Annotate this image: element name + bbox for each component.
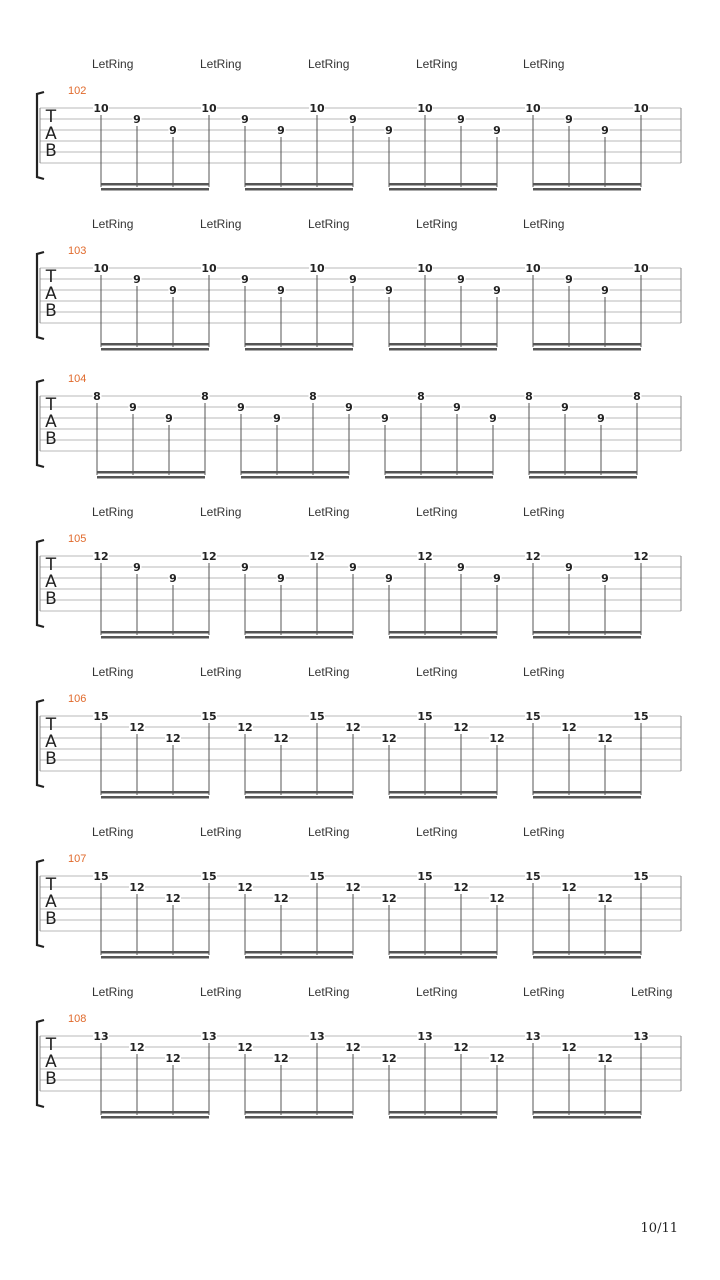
letring-label: LetRing: [200, 505, 242, 519]
measure-number: 103: [68, 245, 87, 257]
tab-clef-letter: T: [45, 715, 57, 735]
tab-clef-letter: B: [45, 429, 57, 449]
fret-number: 10: [417, 262, 433, 275]
fret-number: 12: [93, 550, 109, 563]
fret-number: 13: [525, 1030, 541, 1043]
beam: [245, 343, 353, 346]
fret-number: 15: [201, 870, 217, 883]
tab-system-105: [37, 505, 681, 639]
fret-number: 12: [453, 721, 469, 734]
tab-clef-letter: B: [45, 1069, 57, 1089]
fret-number: 8: [309, 390, 317, 403]
fret-number: 12: [129, 881, 145, 894]
tab-system-102: [37, 57, 681, 191]
beam: [101, 951, 209, 954]
letring-label: LetRing: [200, 985, 242, 999]
fret-number: 13: [633, 1030, 649, 1043]
letring-label: LetRing: [308, 825, 350, 839]
letring-label: LetRing: [416, 57, 458, 71]
beam: [101, 796, 209, 799]
fret-number: 12: [165, 892, 181, 905]
letring-label: LetRing: [416, 665, 458, 679]
measure-number: 104: [68, 373, 87, 385]
fret-number: 8: [201, 390, 209, 403]
tab-clef-letter: A: [45, 732, 57, 752]
beam: [533, 348, 641, 351]
tab-clef-letter: T: [45, 555, 57, 575]
fret-number: 10: [633, 102, 649, 115]
tab-clef-letter: B: [45, 301, 57, 321]
tab-clef-letter: A: [45, 572, 57, 592]
fret-number: 15: [525, 710, 541, 723]
fret-number: 9: [493, 284, 501, 297]
beam: [245, 348, 353, 351]
fret-number: 9: [349, 561, 357, 574]
fret-number: 12: [561, 1041, 577, 1054]
tab-clef-letter: T: [45, 107, 57, 127]
fret-number: 9: [493, 572, 501, 585]
letring-label: LetRing: [92, 665, 134, 679]
beam: [389, 183, 497, 186]
beam: [385, 471, 493, 474]
fret-number: 13: [93, 1030, 109, 1043]
fret-number: 8: [417, 390, 425, 403]
letring-label: LetRing: [92, 57, 134, 71]
fret-number: 12: [561, 721, 577, 734]
fret-number: 12: [345, 721, 361, 734]
beam: [533, 183, 641, 186]
letring-label: LetRing: [523, 985, 565, 999]
fret-number: 15: [417, 710, 433, 723]
letring-label: LetRing: [308, 665, 350, 679]
fret-number: 12: [381, 892, 397, 905]
fret-number: 13: [417, 1030, 433, 1043]
fret-number: 9: [565, 273, 573, 286]
fret-number: 12: [201, 550, 217, 563]
beam: [101, 1116, 209, 1119]
fret-number: 9: [169, 572, 177, 585]
fret-number: 12: [165, 1052, 181, 1065]
fret-number: 12: [273, 732, 289, 745]
fret-number: 9: [133, 273, 141, 286]
fret-number: 9: [237, 401, 245, 414]
tab-system-104: [37, 373, 681, 479]
fret-number: 12: [633, 550, 649, 563]
fret-number: 15: [93, 870, 109, 883]
fret-number: 9: [597, 412, 605, 425]
fret-number: 10: [93, 262, 109, 275]
fret-number: 10: [633, 262, 649, 275]
beam: [533, 636, 641, 639]
letring-label: LetRing: [92, 505, 134, 519]
beam: [245, 951, 353, 954]
fret-number: 9: [457, 113, 465, 126]
fret-number: 9: [601, 284, 609, 297]
beam: [101, 183, 209, 186]
fret-number: 9: [277, 124, 285, 137]
beam: [385, 476, 493, 479]
page-number: 10/11: [640, 1221, 678, 1236]
measure-number: 106: [68, 693, 87, 705]
fret-number: 9: [381, 412, 389, 425]
beam: [533, 791, 641, 794]
beam: [241, 476, 349, 479]
fret-number: 10: [93, 102, 109, 115]
fret-number: 10: [417, 102, 433, 115]
fret-number: 9: [489, 412, 497, 425]
beam: [245, 636, 353, 639]
measure-number: 102: [68, 85, 87, 97]
beam: [97, 471, 205, 474]
tab-system-106: [37, 665, 681, 799]
fret-number: 9: [565, 113, 573, 126]
beam: [389, 791, 497, 794]
tab-clef-letter: B: [45, 141, 57, 161]
fret-number: 13: [201, 1030, 217, 1043]
fret-number: 12: [345, 1041, 361, 1054]
beam: [245, 1116, 353, 1119]
fret-number: 12: [237, 1041, 253, 1054]
beam: [389, 1116, 497, 1119]
beam: [389, 188, 497, 191]
letring-label: LetRing: [416, 825, 458, 839]
tab-system-107: [37, 825, 681, 959]
letring-label: LetRing: [416, 985, 458, 999]
fret-number: 12: [417, 550, 433, 563]
fret-number: 12: [129, 721, 145, 734]
fret-number: 9: [493, 124, 501, 137]
tab-clef-letter: A: [45, 412, 57, 432]
fret-number: 10: [309, 262, 325, 275]
fret-number: 12: [489, 892, 505, 905]
beam: [389, 343, 497, 346]
letring-label: LetRing: [308, 505, 350, 519]
fret-number: 12: [345, 881, 361, 894]
beam: [389, 631, 497, 634]
fret-number: 15: [309, 710, 325, 723]
beam: [533, 188, 641, 191]
letring-label: LetRing: [416, 505, 458, 519]
beam: [529, 476, 637, 479]
beam: [533, 956, 641, 959]
tab-clef-letter: A: [45, 284, 57, 304]
letring-label: LetRing: [200, 57, 242, 71]
fret-number: 12: [525, 550, 541, 563]
fret-number: 12: [453, 1041, 469, 1054]
tab-system-108: [37, 985, 681, 1119]
fret-number: 12: [597, 892, 613, 905]
fret-number: 8: [633, 390, 641, 403]
letring-label: LetRing: [308, 57, 350, 71]
beam: [389, 956, 497, 959]
fret-number: 9: [277, 572, 285, 585]
fret-number: 9: [385, 572, 393, 585]
letring-label: LetRing: [523, 665, 565, 679]
fret-number: 12: [237, 721, 253, 734]
fret-number: 9: [169, 124, 177, 137]
fret-number: 9: [241, 113, 249, 126]
beam: [245, 791, 353, 794]
beam: [389, 951, 497, 954]
fret-number: 10: [201, 102, 217, 115]
fret-number: 9: [165, 412, 173, 425]
fret-number: 9: [129, 401, 137, 414]
fret-number: 9: [349, 113, 357, 126]
fret-number: 15: [201, 710, 217, 723]
fret-number: 9: [241, 561, 249, 574]
fret-number: 9: [133, 561, 141, 574]
beam: [245, 188, 353, 191]
fret-number: 9: [457, 273, 465, 286]
fret-number: 12: [561, 881, 577, 894]
fret-number: 9: [561, 401, 569, 414]
fret-number: 15: [417, 870, 433, 883]
measure-number: 107: [68, 853, 87, 865]
tab-clef-letter: B: [45, 909, 57, 929]
fret-number: 12: [129, 1041, 145, 1054]
beam: [101, 343, 209, 346]
fret-number: 9: [453, 401, 461, 414]
fret-number: 9: [133, 113, 141, 126]
letring-label: LetRing: [92, 825, 134, 839]
beam: [97, 476, 205, 479]
beam: [533, 1116, 641, 1119]
beam: [101, 636, 209, 639]
fret-number: 15: [633, 710, 649, 723]
fret-number: 10: [201, 262, 217, 275]
fret-number: 12: [237, 881, 253, 894]
tab-clef-letter: T: [45, 875, 57, 895]
fret-number: 12: [381, 732, 397, 745]
fret-number: 10: [525, 262, 541, 275]
beam: [245, 631, 353, 634]
letring-label: LetRing: [308, 217, 350, 231]
tab-clef-letter: A: [45, 124, 57, 144]
tab-clef-letter: T: [45, 395, 57, 415]
fret-number: 12: [489, 1052, 505, 1065]
beam: [245, 183, 353, 186]
beam: [389, 1111, 497, 1114]
fret-number: 9: [349, 273, 357, 286]
letring-label: LetRing: [523, 505, 565, 519]
beam: [533, 631, 641, 634]
beam: [389, 796, 497, 799]
tab-clef-letter: A: [45, 1052, 57, 1072]
fret-number: 12: [597, 732, 613, 745]
beam: [389, 636, 497, 639]
fret-number: 9: [385, 284, 393, 297]
fret-number: 12: [453, 881, 469, 894]
letring-label: LetRing: [523, 825, 565, 839]
fret-number: 12: [273, 892, 289, 905]
fret-number: 9: [457, 561, 465, 574]
beam: [529, 471, 637, 474]
fret-number: 8: [93, 390, 101, 403]
fret-number: 12: [273, 1052, 289, 1065]
letring-label: LetRing: [92, 985, 134, 999]
letring-label: LetRing: [92, 217, 134, 231]
beam: [533, 951, 641, 954]
fret-number: 10: [525, 102, 541, 115]
fret-number: 12: [381, 1052, 397, 1065]
fret-number: 12: [309, 550, 325, 563]
beam: [101, 631, 209, 634]
beam: [101, 791, 209, 794]
letring-label: LetRing: [200, 217, 242, 231]
fret-number: 12: [597, 1052, 613, 1065]
letring-label: LetRing: [200, 665, 242, 679]
fret-number: 12: [489, 732, 505, 745]
beam: [101, 348, 209, 351]
tab-clef-letter: B: [45, 589, 57, 609]
fret-number: 12: [165, 732, 181, 745]
beam: [101, 188, 209, 191]
beam: [101, 956, 209, 959]
fret-number: 13: [309, 1030, 325, 1043]
beam: [533, 1111, 641, 1114]
measure-number: 105: [68, 533, 87, 545]
tab-clef-letter: A: [45, 892, 57, 912]
fret-number: 15: [633, 870, 649, 883]
beam: [245, 796, 353, 799]
fret-number: 9: [241, 273, 249, 286]
fret-number: 9: [277, 284, 285, 297]
fret-number: 9: [601, 572, 609, 585]
beam: [389, 348, 497, 351]
beam: [101, 1111, 209, 1114]
measure-number: 108: [68, 1013, 87, 1025]
beam: [533, 796, 641, 799]
tab-clef-letter: T: [45, 1035, 57, 1055]
fret-number: 15: [525, 870, 541, 883]
fret-number: 15: [93, 710, 109, 723]
beam: [245, 1111, 353, 1114]
fret-number: 8: [525, 390, 533, 403]
letring-label: LetRing: [200, 825, 242, 839]
letring-label: LetRing: [523, 57, 565, 71]
letring-label: LetRing: [523, 217, 565, 231]
fret-number: 15: [309, 870, 325, 883]
fret-number: 10: [309, 102, 325, 115]
fret-number: 9: [565, 561, 573, 574]
beam: [533, 343, 641, 346]
tab-system-103: [37, 217, 681, 351]
letring-label: LetRing: [631, 985, 673, 999]
letring-label: LetRing: [308, 985, 350, 999]
beam: [241, 471, 349, 474]
fret-number: 9: [385, 124, 393, 137]
beam: [245, 956, 353, 959]
tab-clef-letter: B: [45, 749, 57, 769]
letring-label: LetRing: [416, 217, 458, 231]
fret-number: 9: [169, 284, 177, 297]
fret-number: 9: [273, 412, 281, 425]
fret-number: 9: [601, 124, 609, 137]
fret-number: 9: [345, 401, 353, 414]
tab-clef-letter: T: [45, 267, 57, 287]
